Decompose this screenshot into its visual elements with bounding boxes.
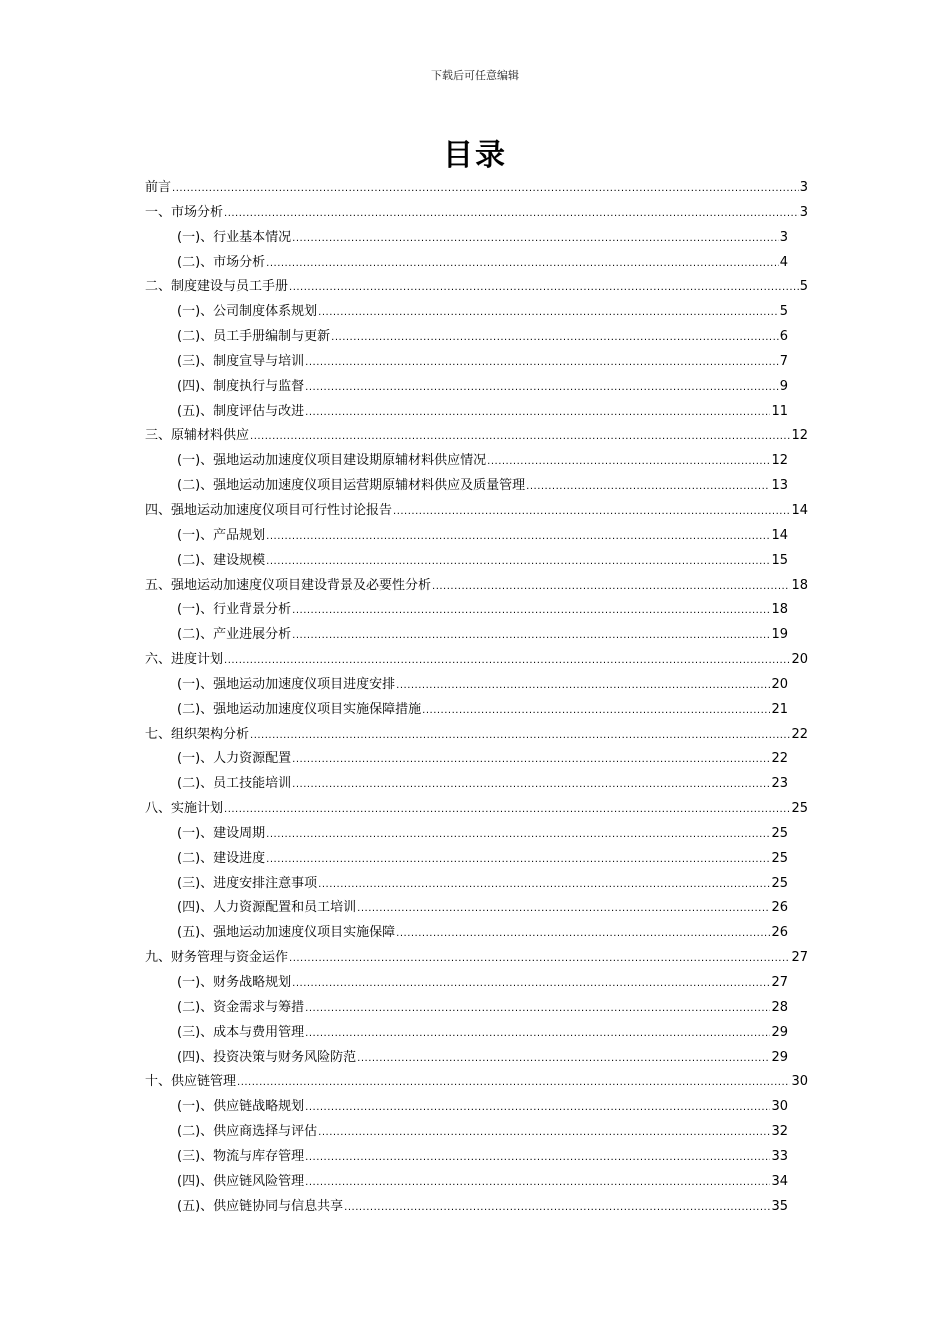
toc-page-number: 7: [779, 353, 788, 369]
toc-dot-leader: [344, 1196, 770, 1221]
toc-page-number: 3: [799, 180, 808, 195]
toc-entry-label: (四)、人力资源配置和员工培训: [177, 900, 357, 916]
toc-entry-label: (二)、员工手册编制与更新: [177, 329, 331, 345]
toc-dot-leader: [305, 401, 770, 426]
toc-page-number: 5: [779, 304, 788, 320]
toc-entry-label: (二)、强地运动加速度仪项目运营期原辅材料供应及质量管理: [177, 478, 526, 494]
toc-page-number: 18: [771, 602, 788, 618]
toc-dot-leader: [266, 525, 770, 550]
toc-dot-leader: [396, 922, 770, 947]
toc-page-number: 5: [799, 279, 808, 295]
toc-dot-leader: [318, 873, 770, 898]
toc-page-number: 22: [791, 726, 808, 742]
toc-entry-label: 三、原辅材料供应: [145, 428, 250, 444]
toc-dot-leader: [224, 798, 790, 823]
toc-subentry[interactable]: [145, 251, 808, 276]
toc-entry-label: (二)、建设规模: [177, 552, 266, 568]
toc-dot-leader: [432, 575, 790, 600]
toc-subentry[interactable]: [145, 1120, 808, 1145]
toc-entry-label: (一)、建设周期: [177, 825, 266, 841]
toc-entry[interactable]: [145, 275, 808, 300]
toc-dot-leader: [318, 301, 779, 326]
table-of-contents: [145, 176, 808, 1219]
toc-page-number: 6: [779, 329, 788, 345]
toc-subentry[interactable]: [145, 325, 808, 350]
toc-page-number: 20: [791, 652, 808, 668]
toc-dot-leader: [305, 1022, 770, 1047]
toc-subentry[interactable]: [145, 896, 808, 921]
toc-dot-leader: [357, 897, 770, 922]
toc-entry-label: (一)、人力资源配置: [177, 751, 292, 767]
toc-page-number: 25: [771, 825, 788, 841]
toc-entry-label: (三)、制度宣导与培训: [177, 353, 305, 369]
toc-dot-leader: [305, 376, 779, 401]
toc-page-number: 9: [779, 378, 788, 394]
toc-entry-label: 八、实施计划: [145, 801, 224, 817]
toc-dot-leader: [526, 475, 770, 500]
toc-dot-leader: [289, 276, 799, 301]
toc-subentry[interactable]: [145, 822, 808, 847]
toc-entry-label: (三)、成本与费用管理: [177, 1024, 305, 1040]
toc-subentry[interactable]: [145, 1095, 808, 1120]
toc-dot-leader: [250, 425, 790, 450]
toc-subentry[interactable]: [145, 747, 808, 772]
toc-page-number: 22: [771, 751, 788, 767]
toc-dot-leader: [305, 1146, 770, 1171]
toc-entry[interactable]: [145, 1070, 808, 1095]
toc-page-number: 11: [771, 403, 788, 419]
toc-subentry[interactable]: [145, 623, 808, 648]
toc-page-number: 3: [779, 229, 788, 245]
toc-entry-label: 二、制度建设与员工手册: [145, 279, 289, 295]
toc-entry-label: (二)、供应商选择与评估: [177, 1124, 318, 1140]
page-title: 目录: [443, 138, 507, 173]
toc-entry-label: (五)、供应链协同与信息共享: [177, 1198, 344, 1214]
toc-entry-label: (二)、产业进展分析: [177, 627, 292, 643]
toc-page-number: 30: [791, 1074, 808, 1090]
toc-entry-label: (二)、员工技能培训: [177, 776, 292, 792]
toc-dot-leader: [331, 326, 779, 351]
toc-subentry[interactable]: [145, 350, 808, 375]
toc-entry-label: 六、进度计划: [145, 652, 224, 668]
toc-dot-leader: [292, 972, 770, 997]
toc-dot-leader: [266, 550, 770, 575]
toc-dot-leader: [357, 1047, 770, 1072]
toc-page-number: 27: [791, 950, 808, 966]
toc-entry-label: 十、供应链管理: [145, 1074, 237, 1090]
toc-entry-label: 四、强地运动加速度仪项目可行性讨论报告: [145, 502, 393, 518]
toc-page-number: 34: [771, 1173, 788, 1189]
toc-page-number: 4: [779, 254, 788, 270]
toc-dot-leader: [289, 947, 790, 972]
toc-entry[interactable]: [145, 574, 808, 599]
toc-dot-leader: [422, 699, 770, 724]
toc-dot-leader: [292, 599, 770, 624]
toc-entry-label: (一)、供应链战略规划: [177, 1099, 305, 1115]
toc-dot-leader: [266, 252, 779, 277]
toc-entry[interactable]: [145, 201, 808, 226]
toc-entry-label: (一)、财务战略规划: [177, 975, 292, 990]
toc-dot-leader: [305, 351, 779, 376]
toc-page-number: 35: [771, 1198, 788, 1214]
toc-dot-leader: [305, 1171, 770, 1196]
toc-page-number: 13: [771, 478, 788, 494]
toc-page-number: 19: [771, 627, 788, 643]
toc-subentry[interactable]: [145, 971, 808, 996]
toc-page-number: 18: [791, 577, 808, 593]
toc-page-number: 27: [771, 975, 788, 990]
toc-page-number: 21: [771, 701, 788, 717]
toc-entry-label: (一)、强地运动加速度仪项目进度安排: [177, 676, 396, 692]
toc-dot-leader: [396, 674, 770, 699]
toc-entry-label: (四)、供应链风险管理: [177, 1173, 305, 1189]
toc-subentry[interactable]: [145, 1046, 808, 1071]
toc-page-number: 33: [771, 1148, 788, 1164]
toc-dot-leader: [224, 202, 799, 227]
toc-entry[interactable]: [145, 648, 808, 673]
toc-dot-leader: [305, 997, 770, 1022]
toc-page-number: 32: [771, 1124, 788, 1140]
toc-subentry[interactable]: [145, 375, 808, 400]
toc-subentry[interactable]: [145, 1145, 808, 1170]
toc-subentry[interactable]: [145, 872, 808, 897]
toc-subentry[interactable]: [145, 1021, 808, 1046]
toc-subentry[interactable]: [145, 400, 808, 425]
toc-entry[interactable]: [145, 424, 808, 449]
toc-subentry[interactable]: [145, 772, 808, 797]
toc-entry-label: (二)、资金需求与筹措: [177, 999, 305, 1015]
toc-dot-leader: [250, 724, 790, 749]
toc-page-number: 14: [791, 502, 808, 518]
toc-dot-leader: [292, 227, 779, 252]
toc-dot-leader: [318, 1121, 770, 1146]
toc-dot-leader: [224, 649, 790, 674]
toc-page-number: 14: [771, 527, 788, 543]
page-header-note: 下载后可任意编辑: [431, 69, 519, 82]
toc-subentry[interactable]: [145, 921, 808, 946]
toc-entry-label: (三)、进度安排注意事项: [177, 875, 318, 891]
toc-entry[interactable]: [145, 176, 808, 201]
toc-entry-label: (一)、强地运动加速度仪项目建设期原辅材料供应情况: [177, 453, 487, 469]
toc-entry-label: 七、组织架构分析: [145, 726, 250, 742]
toc-entry-label: 一、市场分析: [145, 204, 224, 220]
toc-entry-label: (一)、行业基本情况: [177, 229, 292, 245]
toc-subentry[interactable]: [145, 549, 808, 574]
toc-page-number: 12: [791, 428, 808, 444]
toc-page-number: 23: [771, 776, 788, 792]
toc-entry[interactable]: [145, 946, 808, 971]
toc-page-number: 29: [771, 1049, 788, 1065]
toc-dot-leader: [266, 848, 770, 873]
toc-page-number: 30: [771, 1099, 788, 1115]
toc-subentry[interactable]: [145, 524, 808, 549]
toc-page-number: 20: [771, 676, 788, 692]
toc-dot-leader: [292, 773, 770, 798]
toc-page-number: 15: [771, 552, 788, 568]
toc-entry-label: (一)、公司制度体系规划: [177, 304, 318, 320]
toc-subentry[interactable]: [145, 1170, 808, 1195]
toc-subentry[interactable]: [145, 698, 808, 723]
toc-subentry[interactable]: [145, 598, 808, 623]
toc-page-number: 26: [771, 925, 788, 941]
toc-subentry[interactable]: [145, 847, 808, 872]
toc-entry[interactable]: [145, 499, 808, 524]
toc-entry[interactable]: [145, 797, 808, 822]
toc-dot-leader: [305, 1096, 770, 1121]
toc-dot-leader: [172, 177, 799, 202]
toc-page-number: 3: [799, 204, 808, 220]
toc-entry-label: 五、强地运动加速度仪项目建设背景及必要性分析: [145, 577, 432, 593]
toc-page-number: 26: [771, 900, 788, 916]
toc-subentry[interactable]: [145, 449, 808, 474]
toc-subentry[interactable]: [145, 300, 808, 325]
toc-entry-label: 九、财务管理与资金运作: [145, 950, 289, 966]
toc-page-number: 28: [771, 999, 788, 1015]
toc-dot-leader: [487, 450, 770, 475]
toc-page-number: 25: [791, 801, 808, 817]
toc-entry-label: (四)、投资决策与财务风险防范: [177, 1049, 357, 1065]
toc-entry[interactable]: [145, 723, 808, 748]
toc-entry-label: (二)、市场分析: [177, 254, 266, 270]
toc-subentry[interactable]: [145, 226, 808, 251]
toc-page-number: 25: [771, 850, 788, 866]
toc-page-number: 29: [771, 1024, 788, 1040]
toc-entry-label: (二)、强地运动加速度仪项目实施保障措施: [177, 701, 422, 717]
toc-dot-leader: [266, 823, 770, 848]
toc-page-number: 25: [771, 875, 788, 891]
toc-dot-leader: [292, 748, 770, 773]
toc-subentry[interactable]: [145, 996, 808, 1021]
toc-entry-label: (三)、物流与库存管理: [177, 1148, 305, 1164]
toc-dot-leader: [393, 500, 790, 525]
toc-dot-leader: [292, 624, 770, 649]
toc-entry-label: (四)、制度执行与监督: [177, 378, 305, 394]
toc-subentry[interactable]: [145, 673, 808, 698]
toc-subentry[interactable]: [145, 474, 808, 499]
toc-entry-label: (五)、制度评估与改进: [177, 403, 305, 419]
toc-entry-label: (五)、强地运动加速度仪项目实施保障: [177, 925, 396, 941]
toc-entry-label: (二)、建设进度: [177, 850, 266, 866]
toc-entry-label: (一)、行业背景分析: [177, 602, 292, 618]
toc-subentry[interactable]: [145, 1195, 808, 1220]
toc-dot-leader: [237, 1071, 790, 1096]
toc-entry-label: (一)、产品规划: [177, 527, 266, 543]
toc-entry-label: 前言: [145, 180, 172, 195]
toc-page-number: 12: [771, 453, 788, 469]
